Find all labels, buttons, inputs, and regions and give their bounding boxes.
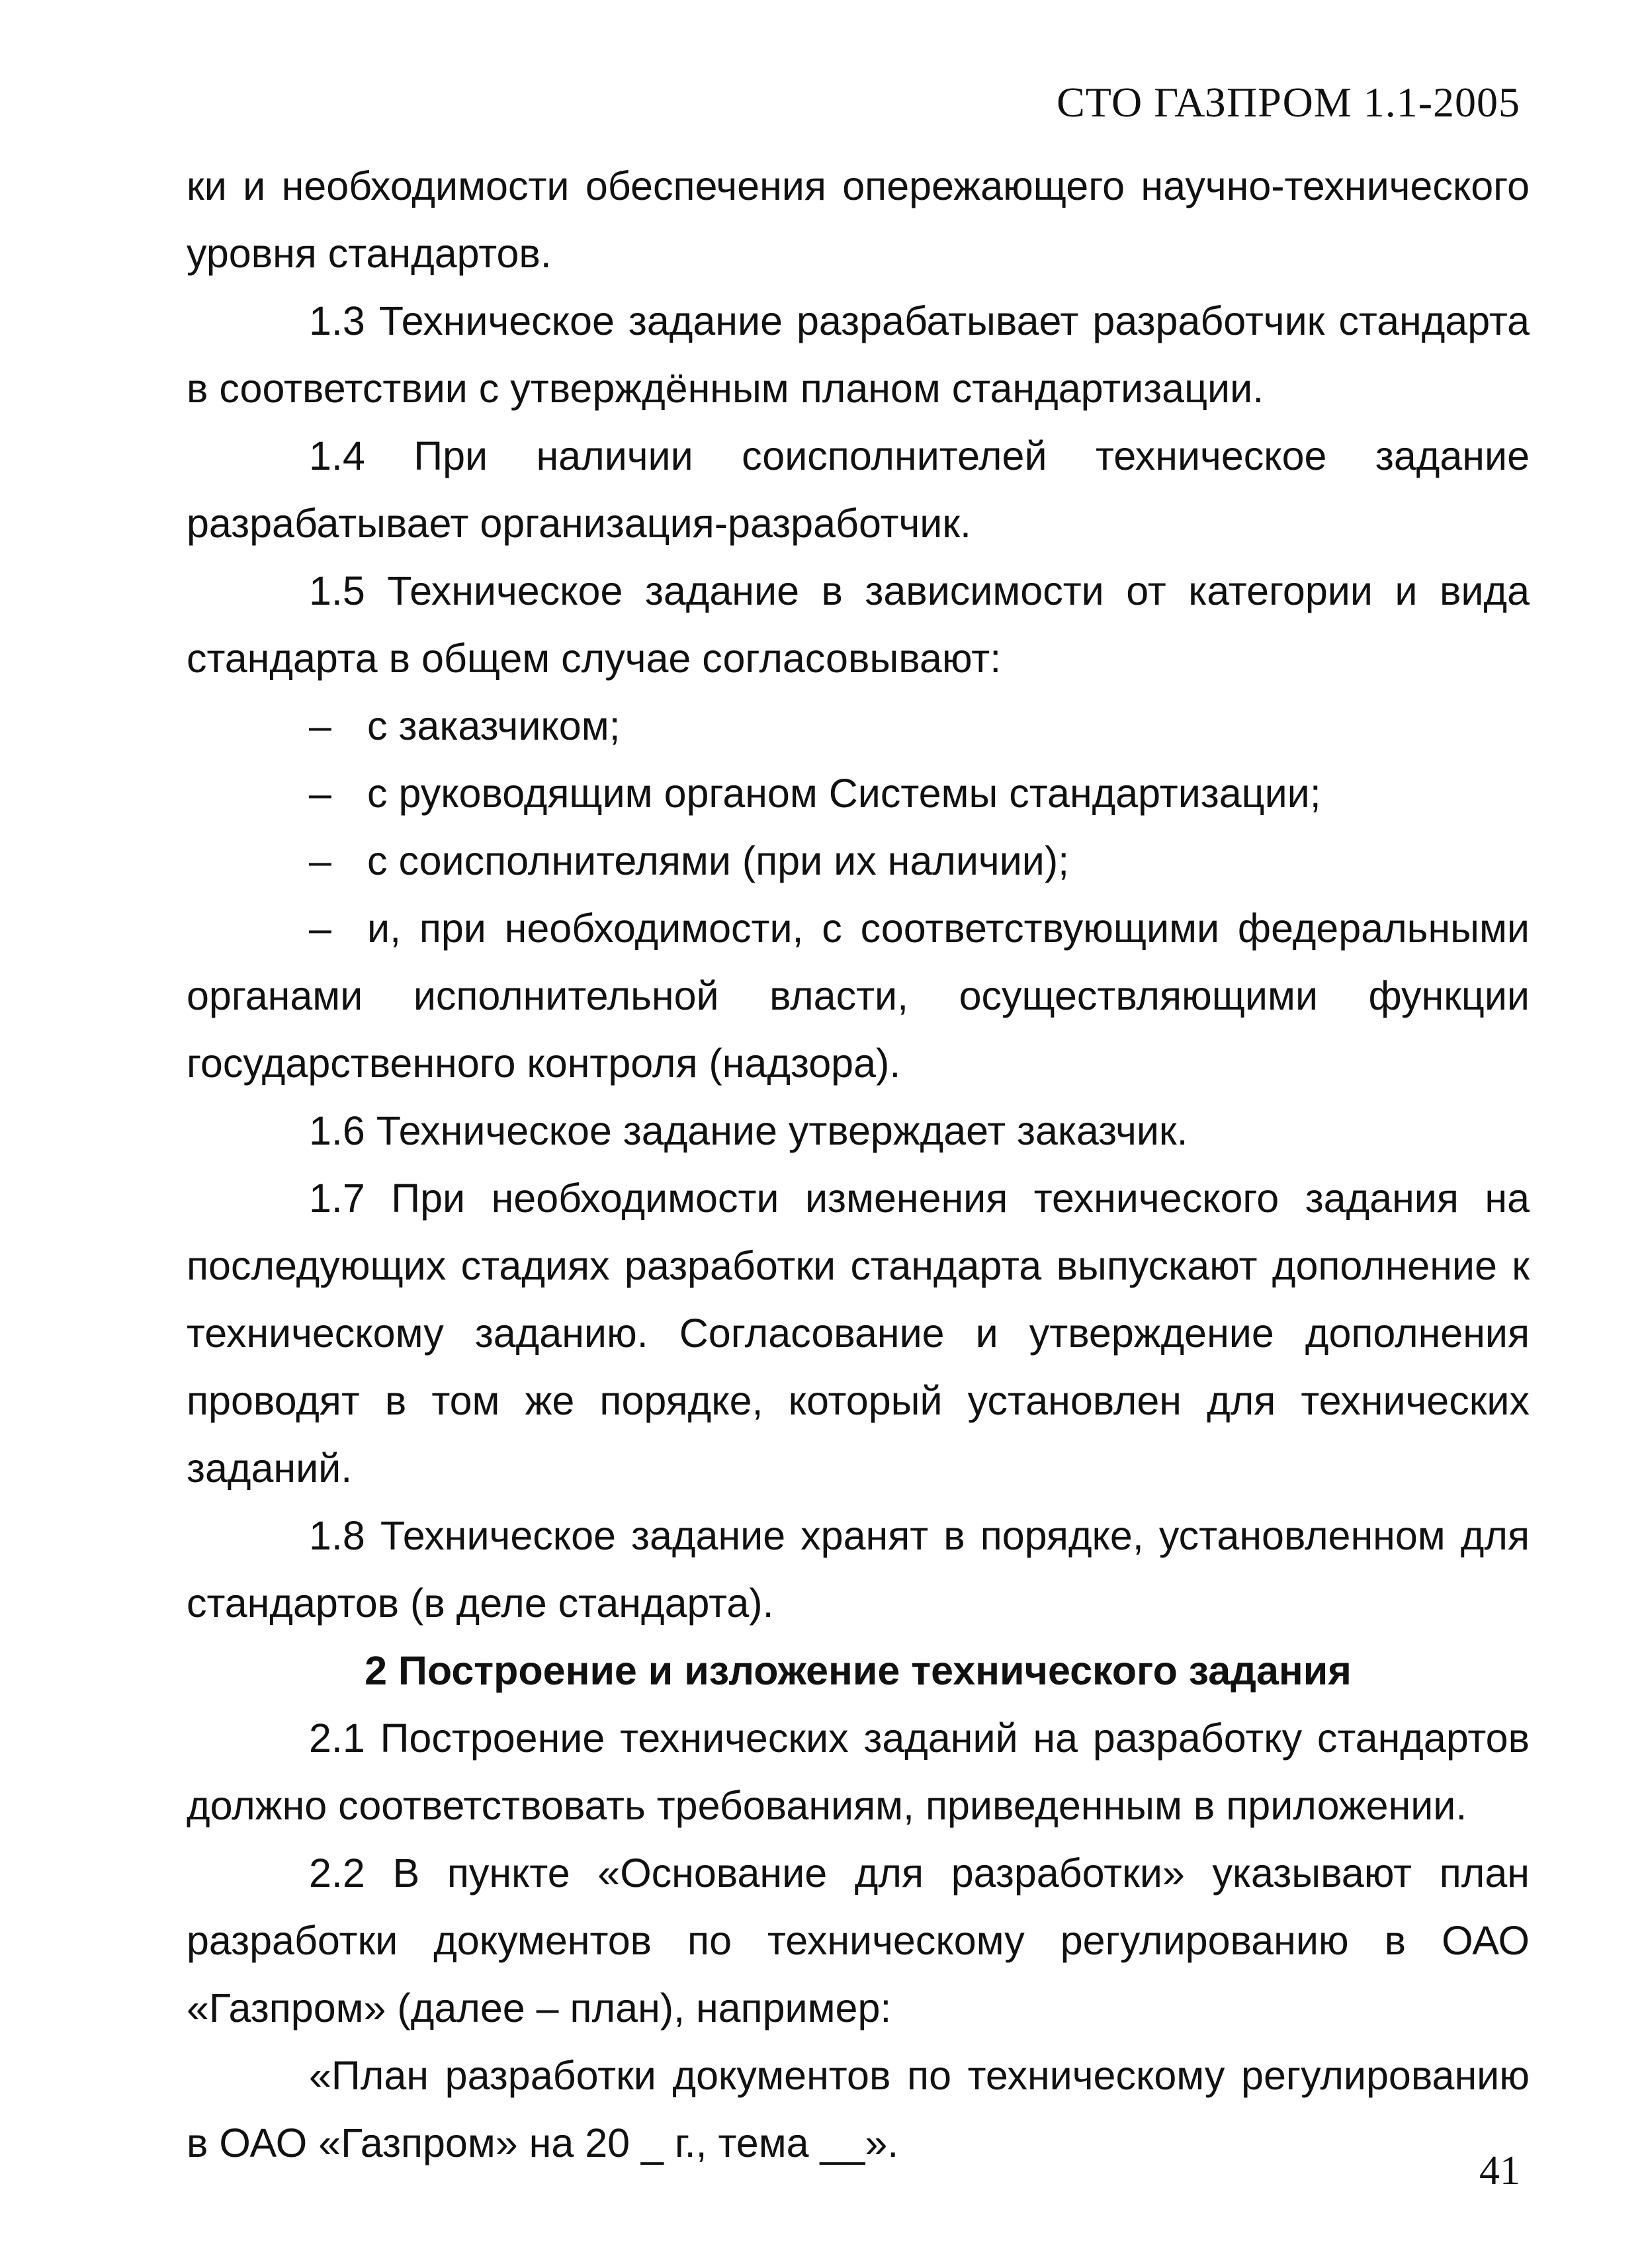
document-code-header: СТО ГАЗПРОМ 1.1-2005 [1057,79,1520,126]
paragraph-continuation: ки и необходимости обеспечения опережающего научно-технического уровня стандартов. [187,163,1530,276]
dash-marker: – [309,838,331,883]
paragraph-1-4: 1.4 При наличии соисполнителей техническое задание разрабатывает организация-разработчик. [187,433,1530,546]
page-number: 41 [1479,2148,1520,2193]
paragraph-1-7: 1.7 При необходимости изменения технического задания на последующих стадиях разработки стандарта выпускают дополнение к техническому заданию. Согласование и утверждение дополнения проводят в том же порядке, который установлен для технических заданий. [187,1176,1530,1491]
paragraph-1-5: 1.5 Техническое задание в зависимости от категории и вида стандарта в общем случае согласовывают: [187,568,1530,681]
paragraph-quote: «План разработки документов по техническому регулированию в ОАО «Газпром» на 20 _ г., тема __». [187,2053,1530,2165]
paragraph-2-2: 2.2 В пункте «Основание для разработки» указывают план разработки документов по техническому регулированию в ОАО «Газпром» (далее – план), например: [187,1851,1530,2030]
dash-marker: – [309,771,331,816]
dash-marker: – [309,703,331,748]
paragraph-2-1: 2.1 Построение технических заданий на разработку стандартов должно соответствовать требованиям, приведенным в приложении. [187,1716,1530,1828]
list-item-text: и, при необходимости, с соответствующими федеральными органами исполнительной власти, осуществляющими функции государственного контроля (надзора). [187,906,1530,1086]
dash-marker: – [309,906,331,951]
list-item [187,827,1530,894]
paragraph-1-6: 1.6 Техническое задание утверждает заказчик. [309,1108,1188,1153]
list-item-text: с руководящим органом Системы стандартизации; [367,771,1321,816]
list-item-text: с соисполнителями (при их наличии); [367,838,1070,883]
paragraph-1-3: 1.3 Техническое задание разрабатывает разработчик стандарта в соответствии с утверждённым планом стандартизации. [187,298,1530,411]
document-body [187,152,1530,2177]
paragraph-1-8: 1.8 Техническое задание хранят в порядке, установленном для стандартов (в деле стандарта). [187,1513,1530,1626]
list-item [187,692,1530,760]
list-item-text: с заказчиком; [367,703,621,748]
section-2-title: 2 Построение и изложение технического задания [365,1648,1352,1693]
list-item [187,760,1530,827]
list-item [187,894,1530,1097]
